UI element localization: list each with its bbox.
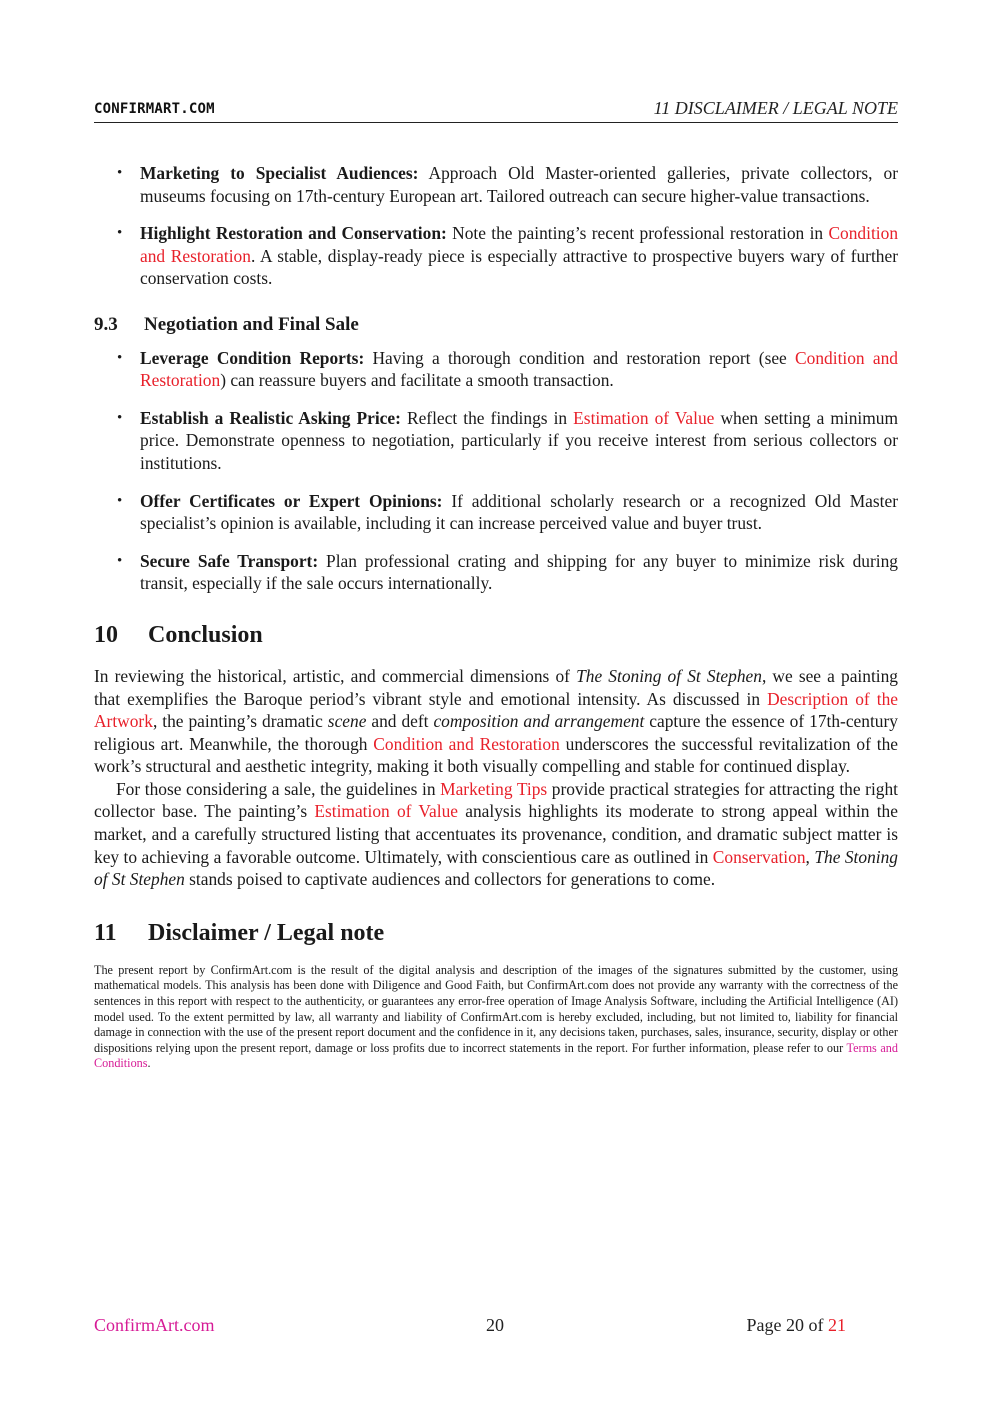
condition-restoration-link[interactable]: Condition and Restoration: [373, 733, 560, 754]
terms-conditions-link[interactable]: Terms and Conditions: [94, 1040, 898, 1071]
bullet-text: Reflect the findings in: [400, 407, 574, 428]
artwork-title: The Stoning of St Stephen: [576, 665, 762, 686]
paragraph-text: analysis highlights its moderate to strong appeal within the market, and a carefully structured listing that accentuates its provenance, condition, and dramatic subject matter is key to achieving a favorable outcome. Ultimately, with conscientious care as outlined in: [94, 801, 898, 867]
bullet-label: Leverage Condition Reports:: [140, 347, 365, 368]
bullet-text: . A stable, display-ready piece is especially attractive to prospective buyers wary of further conservation costs.: [140, 245, 898, 289]
paragraph-text: stands poised to captivate audiences and collectors for generations to come.: [184, 869, 716, 890]
bullet-icon: •: [117, 165, 123, 181]
paragraph-text: underscores the successful revitalization of the work’s structural and aesthetic integrity, making it both visually compelling and stable for continued display.: [94, 733, 898, 777]
artwork-title: The Stoning of St Stephen: [94, 846, 898, 890]
subsection-heading: [94, 314, 898, 337]
marketing-bullet-list: [94, 162, 898, 290]
bullet-text: If additional scholarly research or a recognized Old Master specialist’s opinion is available, including it can increase perceived value and buyer trust.: [140, 490, 898, 534]
legal-text: .: [147, 1056, 151, 1071]
paragraph-text: ,: [805, 846, 815, 867]
paragraph-text: and deft: [366, 711, 434, 732]
bullet-icon: •: [117, 225, 123, 242]
bullet-text: when setting a minimum price. Demonstrate openness to negotiation, particularly if you receive interest from serious collectors or institutions.: [140, 407, 898, 473]
emphasis-text: scene: [327, 711, 367, 732]
subsection-title: Negotiation and Final Sale: [144, 313, 359, 335]
bullet-label: Highlight Restoration and Conservation:: [140, 223, 447, 244]
list-item: [94, 222, 898, 290]
bullet-label: Secure Safe Transport:: [140, 550, 319, 571]
paragraph-text: , the painting’s dramatic: [152, 711, 328, 732]
section-number: 10: [94, 621, 118, 648]
paragraph-text: provide practical strategies for attracting the right collector base. The painting’s: [94, 778, 898, 822]
list-item: [94, 162, 898, 207]
bullet-icon: •: [117, 349, 123, 366]
bullet-icon: •: [117, 492, 123, 509]
running-section-title: 11 DISCLAIMER / LEGAL NOTE: [653, 98, 898, 118]
conclusion-paragraph-1: [94, 665, 898, 778]
page-footer: [94, 1315, 898, 1339]
condition-restoration-link[interactable]: Condition and Restoration: [140, 223, 899, 266]
paragraph-text: For those considering a sale, the guidelines in: [116, 778, 441, 799]
conclusion-paragraph-2: [94, 778, 898, 891]
paragraph-text: capture the essence of 17th-century religious art. Meanwhile, the thorough: [94, 711, 898, 754]
bullet-label: Marketing to Specialist Audiences:: [140, 163, 419, 183]
list-item: [94, 347, 898, 392]
emphasis-text: composition and arrangement: [433, 711, 645, 732]
marketing-tips-link[interactable]: Marketing Tips: [440, 778, 548, 799]
conclusion-heading: [94, 621, 898, 649]
bullet-text: ) can reassure buyers and facilitate a smooth transaction.: [220, 370, 614, 391]
footer-page-of: [747, 1315, 846, 1336]
footer-site-link[interactable]: ConfirmArt.com: [94, 1315, 215, 1335]
estimation-of-value-link[interactable]: Estimation of Value: [314, 801, 458, 822]
estimation-of-value-link[interactable]: Estimation of Value: [573, 407, 715, 428]
list-item: [94, 550, 898, 595]
section-title: Disclaimer / Legal note: [148, 919, 385, 946]
running-header: [94, 98, 898, 123]
subsection-number: 9.3: [94, 313, 118, 335]
bullet-text: Approach Old Master-oriented galleries, private collectors, or museums focusing on 17th-century European art. Tailored outreach can secure higher-value transactions.: [140, 163, 899, 206]
footer-page-number: 20: [486, 1315, 504, 1335]
page-label: Page 20 of: [746, 1315, 828, 1335]
section-number: 11: [94, 919, 117, 946]
bullet-icon: •: [117, 409, 123, 426]
disclaimer-heading: [94, 919, 898, 947]
bullet-text: Plan professional crating and shipping for any buyer to minimize risk during transit, especially if the sale occurs internationally.: [140, 550, 898, 594]
bullet-text: Having a thorough condition and restoration report (see: [364, 347, 796, 368]
bullet-text: Note the painting’s recent professional restoration in: [446, 223, 829, 244]
bullet-label: Establish a Realistic Asking Price:: [140, 407, 401, 428]
bullet-icon: •: [117, 552, 123, 569]
condition-restoration-link[interactable]: Condition and Restoration: [140, 347, 898, 391]
disclaimer-text: [94, 963, 898, 1072]
conservation-link[interactable]: Conservation: [712, 846, 806, 867]
legal-text: The present report by ConfirmArt.com is the result of the digital analysis and description of the images of the signatures submitted by the customer, using mathematical models. This analysis has been done with Diligence and Good Faith, but ConfirmArt.com does not provide any warranty with the correctness of the sentences in this report with respect to the authenticity, or guarantees any error-free operation of Image Analysis Software, including the Artificial Intelligence (AI) model used. To the extent permitted by law, all warranty and liability of ConfirmArt.com is hereby excluded, including, but not limited to, liability for financial damage in connection with the use of the present report document and the confidence in it, any decisions taken, purchases, sales, insurance, security, display or other dispositions relying upon the present report, damage or loss profits due to incorrect statements in the report. For further information, please refer to our: [94, 962, 898, 1055]
body-content: [94, 162, 898, 1072]
section-title: Conclusion: [148, 621, 263, 648]
total-pages-link[interactable]: 21: [828, 1315, 846, 1335]
bullet-label: Offer Certificates or Expert Opinions:: [140, 490, 443, 511]
negotiation-bullet-list: [94, 347, 898, 595]
paragraph-text: , we see a painting that exemplifies the Baroque period’s vibrant style and emotional intensity. As discussed in: [94, 665, 898, 709]
confirmart-logo: CONFIRMART.COM: [94, 101, 215, 117]
list-item: [94, 490, 898, 535]
list-item: [94, 407, 898, 475]
paragraph-text: In reviewing the historical, artistic, and commercial dimensions of: [94, 665, 577, 686]
description-artwork-link[interactable]: Description of the Artwork: [94, 688, 898, 732]
